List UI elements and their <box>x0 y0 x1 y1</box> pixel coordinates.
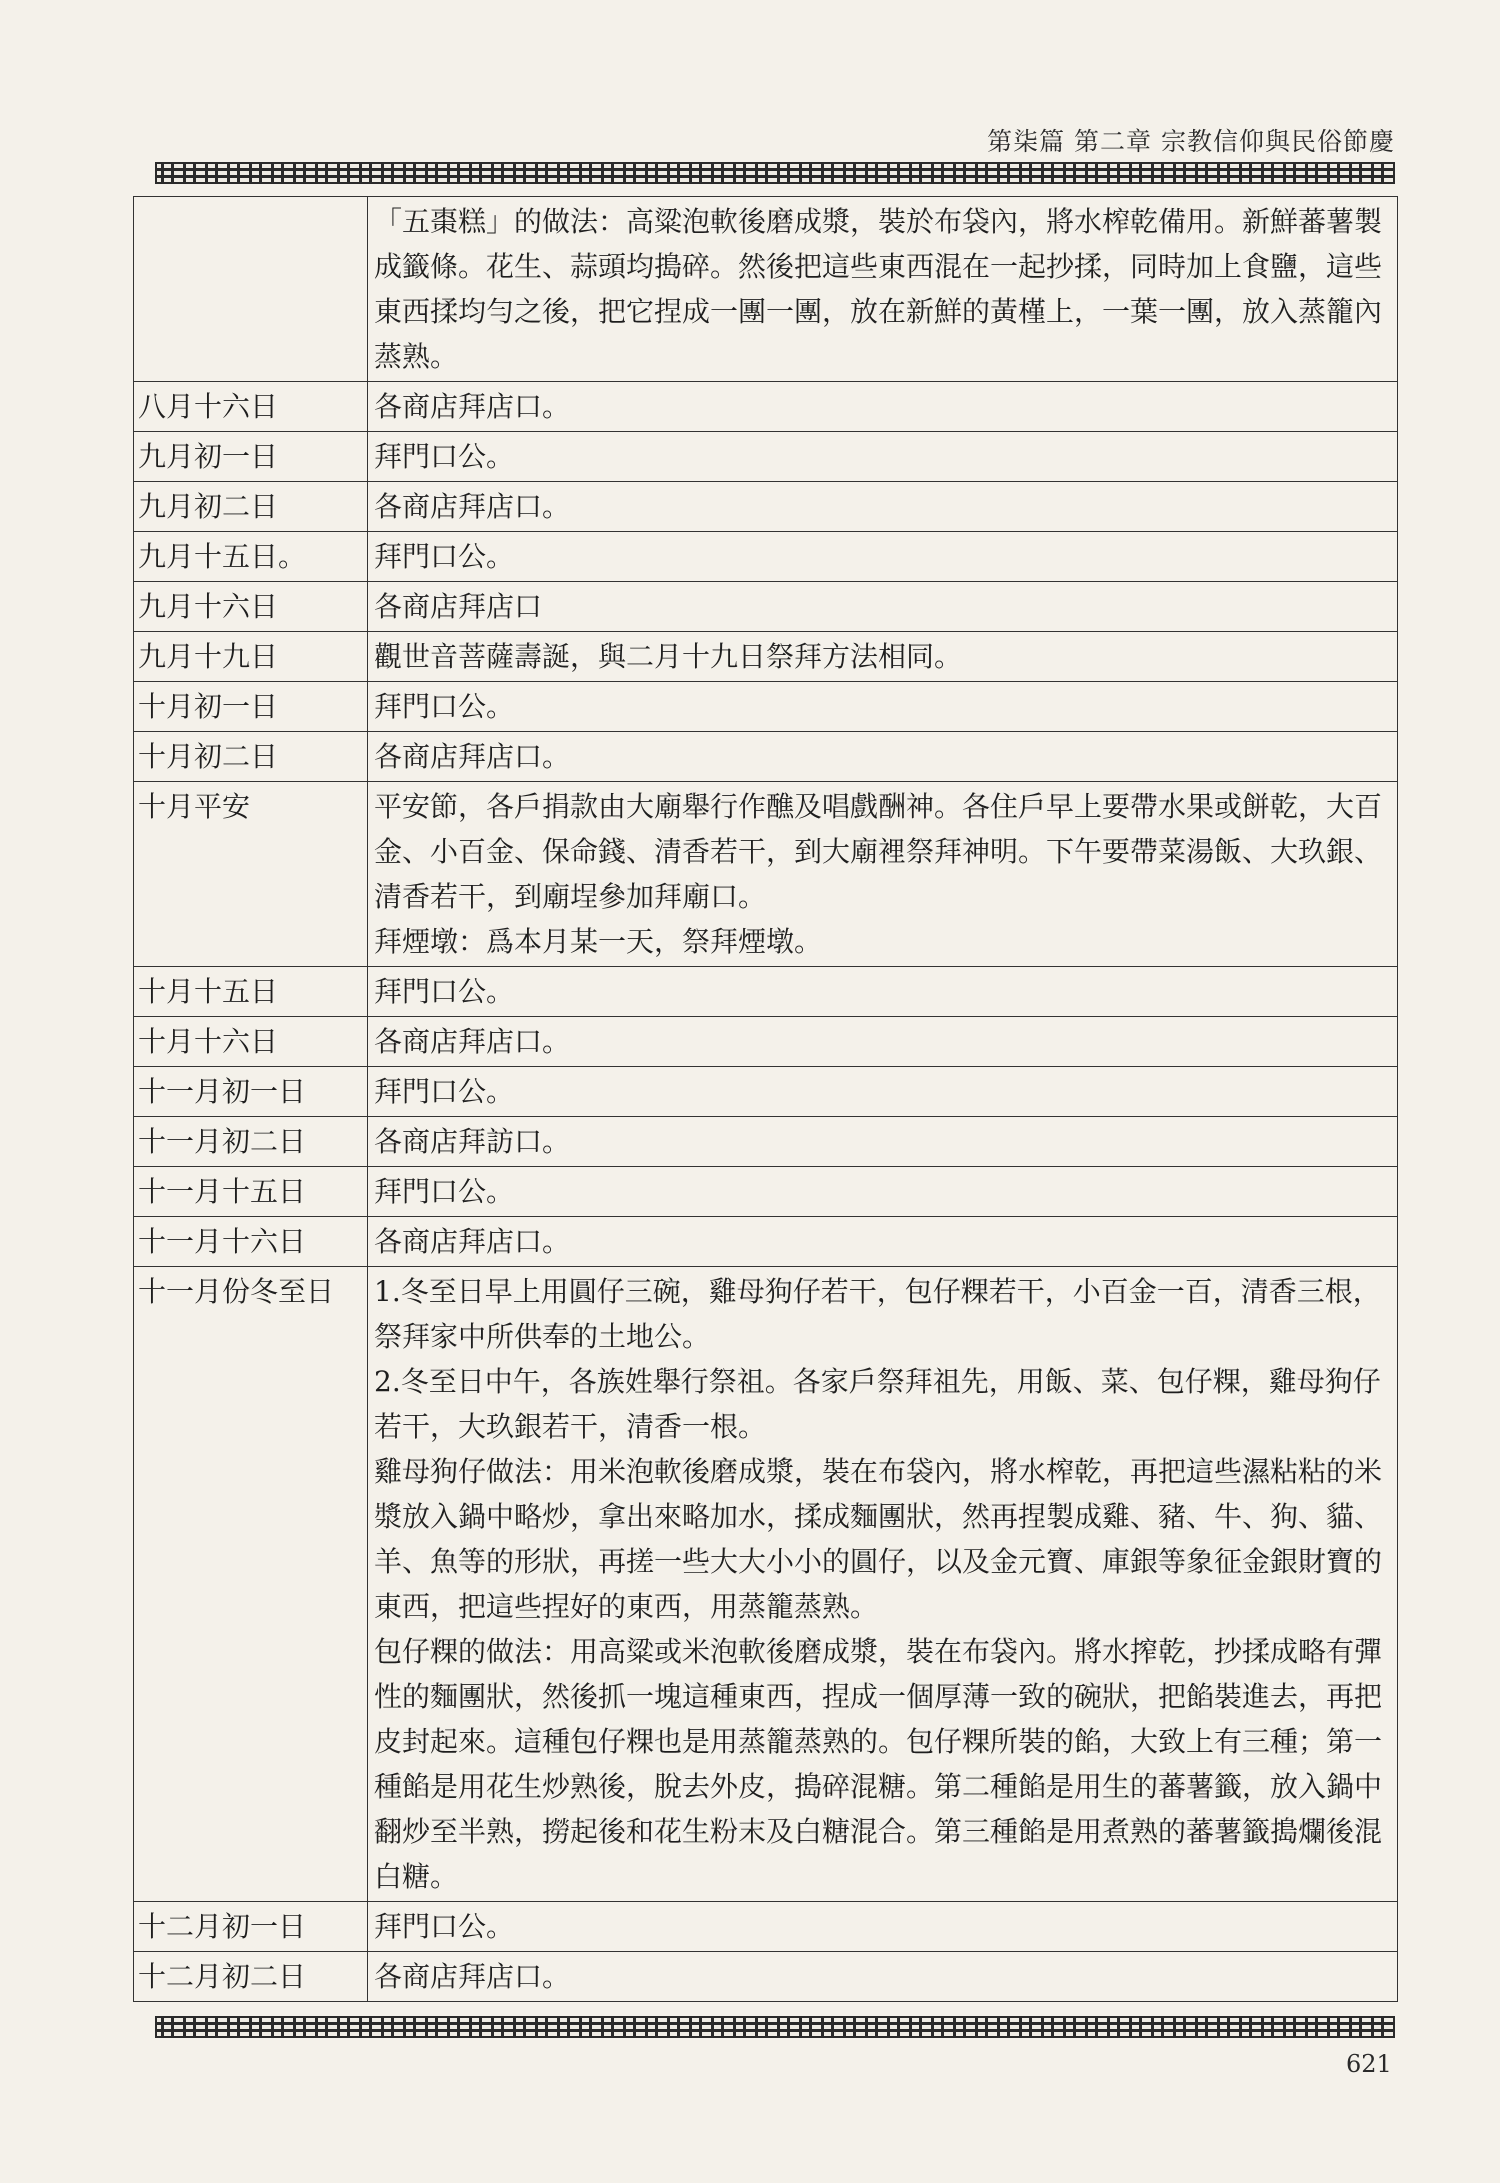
description-cell <box>368 967 1398 1017</box>
description-cell <box>368 532 1398 582</box>
date-cell: 十月初一日 <box>134 682 368 732</box>
description-paragraph: 2.冬至日中午，各族姓舉行祭祖。各家戶祭拜祖先，用飯、菜、包仔粿，雞母狗仔若干，大玖銀若干，清香一根。 <box>374 1365 1381 1443</box>
description-cell <box>368 782 1398 967</box>
table-row <box>134 432 1398 482</box>
date-cell: 十月十五日 <box>134 967 368 1017</box>
description-paragraph: 拜門口公。 <box>374 1175 515 1208</box>
table-body <box>134 197 1398 2002</box>
decorative-border-bottom <box>155 2016 1395 2038</box>
description-cell <box>368 1067 1398 1117</box>
date-cell: 十二月初一日 <box>134 1902 368 1952</box>
description-cell <box>368 682 1398 732</box>
description-cell <box>368 382 1398 432</box>
festival-table <box>133 196 1398 2002</box>
description-cell <box>368 1167 1398 1217</box>
description-paragraph: 各商店拜訪口。 <box>374 1125 571 1158</box>
description-paragraph: 拜門口公。 <box>374 440 515 473</box>
description-paragraph: 各商店拜店口。 <box>374 490 571 523</box>
description-paragraph: 拜門口公。 <box>374 540 515 573</box>
date-cell: 九月十九日 <box>134 632 368 682</box>
table-row <box>134 1267 1398 1902</box>
description-paragraph: 各商店拜店口。 <box>374 1225 571 1258</box>
table-row <box>134 1167 1398 1217</box>
description-cell <box>368 482 1398 532</box>
description-cell <box>368 432 1398 482</box>
decorative-border-top <box>155 162 1395 184</box>
date-cell: 九月十六日 <box>134 582 368 632</box>
description-paragraph: 雞母狗仔做法：用米泡軟後磨成漿，裝在布袋內，將水榨乾，再把這些濕粘粘的米漿放入鍋中略炒，拿出來略加水，揉成麵團狀，然再捏製成雞、豬、牛、狗、貓、羊、魚等的形狀，再搓一些大大小小的圓仔，以及金元寶、庫銀等象征金銀財寶的東西，把這些捏好的東西，用蒸籠蒸熟。 <box>374 1455 1383 1623</box>
description-paragraph: 各商店拜店口。 <box>374 1025 571 1058</box>
description-paragraph: 拜門口公。 <box>374 690 515 723</box>
date-cell: 十一月十六日 <box>134 1217 368 1267</box>
date-cell: 十月十六日 <box>134 1017 368 1067</box>
table-row <box>134 782 1398 967</box>
description-paragraph: 1.冬至日早上用圓仔三碗，雞母狗仔若干，包仔粿若干，小百金一百，清香三根，祭拜家中所供奉的土地公。 <box>374 1275 1381 1353</box>
table-row <box>134 582 1398 632</box>
date-cell <box>134 197 368 382</box>
date-cell: 十一月初二日 <box>134 1117 368 1167</box>
table-row <box>134 1902 1398 1952</box>
running-header: 第柒篇 第二章 宗教信仰與民俗節慶 <box>987 127 1395 156</box>
table-row <box>134 1067 1398 1117</box>
description-paragraph: 各商店拜店口 <box>374 590 543 623</box>
date-cell: 十二月初二日 <box>134 1952 368 2002</box>
date-cell: 十一月份冬至日 <box>134 1267 368 1902</box>
description-cell <box>368 582 1398 632</box>
table-row <box>134 632 1398 682</box>
description-paragraph: 平安節，各戶捐款由大廟舉行作醮及唱戲酬神。各住戶早上要帶水果或餅乾，大百金、小百金、保命錢、清香若干，到大廟裡祭拜神明。下午要帶菜湯飯、大玖銀、清香若干，到廟埕參加拜廟口。 <box>374 790 1383 913</box>
description-paragraph: 拜煙墩：爲本月某一天，祭拜煙墩。 <box>374 925 823 958</box>
date-cell: 十一月初一日 <box>134 1067 368 1117</box>
description-paragraph: 包仔粿的做法：用高粱或米泡軟後磨成漿，裝在布袋內。將水搾乾，抄揉成略有彈性的麵團狀，然後抓一塊這種東西，捏成一個厚薄一致的碗狀，把餡裝進去，再把皮封起來。這種包仔粿也是用蒸籠蒸熟的。包仔粿所裝的餡，大致上有三種；第一種餡是用花生炒熟後，脫去外皮，搗碎混糖。第二種餡是用生的蕃薯籤，放入鍋中翻炒至半熟，撈起後和花生粉末及白糖混合。第三種餡是用煮熟的蕃薯籤搗爛後混白糖。 <box>374 1635 1383 1893</box>
description-cell <box>368 632 1398 682</box>
date-cell: 十一月十五日 <box>134 1167 368 1217</box>
description-cell <box>368 1267 1398 1902</box>
date-cell: 十月平安 <box>134 782 368 967</box>
date-cell: 九月初一日 <box>134 432 368 482</box>
table-row <box>134 382 1398 432</box>
table-row <box>134 1117 1398 1167</box>
date-cell: 八月十六日 <box>134 382 368 432</box>
description-cell <box>368 1902 1398 1952</box>
table-row <box>134 1952 1398 2002</box>
table-row <box>134 732 1398 782</box>
table-row <box>134 1017 1398 1067</box>
description-paragraph: 拜門口公。 <box>374 1075 515 1108</box>
table-row <box>134 532 1398 582</box>
table-row <box>134 197 1398 382</box>
description-cell <box>368 1217 1398 1267</box>
date-cell: 十月初二日 <box>134 732 368 782</box>
description-cell <box>368 1117 1398 1167</box>
table-row <box>134 482 1398 532</box>
description-paragraph: 各商店拜店口。 <box>374 740 571 773</box>
description-cell <box>368 197 1398 382</box>
date-cell: 九月十五日。 <box>134 532 368 582</box>
description-paragraph: 各商店拜店口。 <box>374 390 571 423</box>
description-paragraph: 拜門口公。 <box>374 1910 515 1943</box>
description-paragraph: 觀世音菩薩壽誕，與二月十九日祭拜方法相同。 <box>374 640 963 673</box>
description-paragraph: 各商店拜店口。 <box>374 1960 571 1993</box>
description-cell <box>368 732 1398 782</box>
date-cell: 九月初二日 <box>134 482 368 532</box>
table-row <box>134 682 1398 732</box>
table-row <box>134 1217 1398 1267</box>
description-paragraph: 拜門口公。 <box>374 975 515 1008</box>
description-cell <box>368 1017 1398 1067</box>
description-paragraph: 「五棗糕」的做法：高粱泡軟後磨成漿，裝於布袋內，將水榨乾備用。新鮮蕃薯製成籤條。花生、蒜頭均搗碎。然後把這些東西混在一起抄揉，同時加上食鹽，這些東西揉均勻之後，把它捏成一團一團，放在新鮮的黃槿上，一葉一團，放入蒸籠內蒸熟。 <box>374 205 1383 373</box>
table-row <box>134 967 1398 1017</box>
description-cell <box>368 1952 1398 2002</box>
page-number: 621 <box>1346 2050 1392 2078</box>
